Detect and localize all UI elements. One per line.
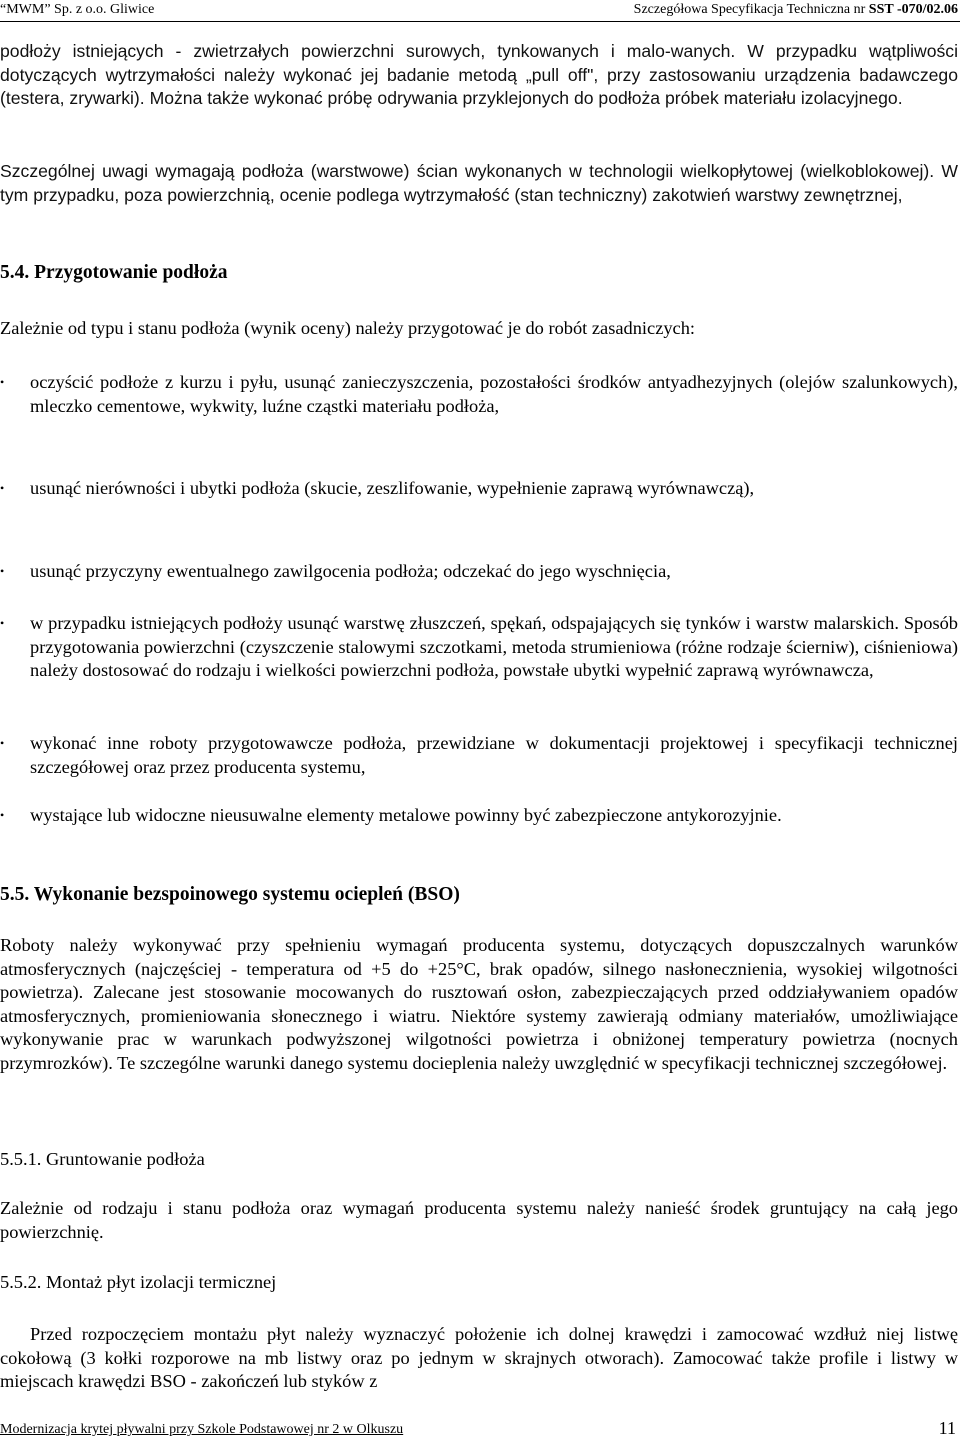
subsection-5-5-1-heading-wrap	[0, 1147, 958, 1171]
bullet-icon: •	[0, 808, 5, 822]
bullet-icon: •	[0, 564, 5, 578]
list-item-text: wykonać inne roboty przygotowawcze podłoża, przewidziane w dokumentacji projektowej i specyfikacji technicznej szczegółowej oraz przez producenta systemu,	[30, 733, 958, 777]
bullet-icon: •	[0, 481, 5, 495]
subsection-5-5-2-body	[0, 1323, 958, 1394]
subsection-heading: 5.5.1. Gruntowanie podłoża	[0, 1149, 205, 1169]
list-item	[0, 477, 958, 501]
bullet-icon: •	[0, 736, 5, 750]
page-footer	[0, 1418, 960, 1444]
paragraph-wielkoplytowej	[0, 160, 958, 207]
paragraph-text: podłoży istniejących - zwietrzałych powierzchni surowych, tynkowanych i malo-wanych. W przypadku wątpliwości dotyczących wytrzymałości należy wykonać jej badanie metodą „pull off", przy zastosowaniu urządzenia badawczego (testera, zrywarki). Można także wykonać próbę odrywania przyklejonych do podłoża próbek materiału izolacyjnego.	[0, 41, 958, 109]
section-5-5-heading-wrap	[0, 883, 958, 907]
paragraph-text: Zależnie od typu i stanu podłoża (wynik oceny) należy przygotować je do robót zasadniczych:	[0, 318, 696, 338]
list-item	[0, 732, 958, 779]
section-heading: 5.5. Wykonanie bezspoinowego systemu ociepleń (BSO)	[0, 884, 460, 905]
list-item-text: usunąć nierówności i ubytki podłoża (skucie, zeszlifowanie, wypełnienie zaprawą wyrównawczą),	[30, 478, 755, 498]
header-spec-prefix: Szczegółowa Specyfikacja Techniczna nr	[633, 2, 869, 17]
section-heading: 5.4. Przygotowanie podłoża	[0, 262, 228, 283]
paragraph-text: Roboty należy wykonywać przy spełnieniu wymagań producenta systemu, dotyczących dopuszczalnych warunków atmosferycznych (najczęściej - temperatura od +5 do +25°C, brak opadów, silnego nasłonecznienia, wysokiej wilgotności powietrza). Zalecane jest stosowanie mocowanych do rusztowań osłon, zabezpieczających przed oddziaływaniem opadów atmosferycznych, promieniowania słonecznego i wiatru. Niektóre systemy zawierają odmiany materiałów, umożliwiające wykonywanie prac w warunkach podwyższonej wilgotności powietrza i obniżonej temperatury powietrza (nocnych przymrozków). Te szczególne warunki danego systemu docieplenia należy uwzględnić w specyfikacji technicznej szczegółowej.	[0, 935, 958, 1073]
header-spec-code: SST -070/02.06	[868, 2, 958, 17]
bullet-icon: •	[0, 375, 5, 389]
list-item	[0, 560, 958, 584]
paragraph-text: Zależnie od rodzaju i stanu podłoża oraz wymagań producenta systemu należy nanieść środek gruntujący na całą jego powierzchnię.	[0, 1198, 958, 1242]
list-item	[0, 804, 958, 828]
section-5-4-heading-wrap	[0, 261, 958, 285]
list-item-text: w przypadku istniejących podłoży usunąć warstwę złuszczeń, spękań, odspajających się tynków i warstw malarskich. Sposób przygotowania powierzchni (czyszczenie stalowymi szczotkami, metoda strumieniowa (różne rodzaje ścierniw), ciśnieniowa) należy dostosować do rodzaju i wielkości powierzchni podłoża, powstałe ubytki wypełnić zaprawą wyrównawcza,	[30, 613, 958, 681]
bullet-icon: •	[0, 616, 5, 630]
section-5-4-intro	[0, 317, 958, 341]
list-item	[0, 612, 958, 683]
paragraph-text: Przed rozpoczęciem montażu płyt należy wyznaczyć położenie ich dolnej krawędzi i zamocować wzdłuż niej listwę cokołową (3 kołki rozporowe na mb listwy oraz po jednym w skrajnych otworach). Zamocować także profile i listwy w miejscach krawędzi BSO - zakończeń lub styków z	[0, 1324, 958, 1392]
header-company: “MWM” Sp. z o.o. Gliwice	[0, 2, 155, 17]
subsection-5-5-1-body	[0, 1197, 958, 1244]
footer-project: Modernizacja krytej pływalni przy Szkole Podstawowej nr 2 w Olkuszu	[0, 1422, 404, 1437]
paragraph-pull-off	[0, 40, 958, 111]
section-5-5-body	[0, 934, 958, 1076]
subsection-5-5-2-heading-wrap	[0, 1270, 958, 1294]
page-number: 11	[938, 1418, 956, 1438]
paragraph-text: Szczególnej uwagi wymagają podłoża (warstwowe) ścian wykonanych w technologii wielkopłytowej (wielkoblokowej). W tym przypadku, poza powierzchnią, ocenie podlega wytrzymałość (stan techniczny) zakotwień warstwy zewnętrznej,	[0, 161, 958, 205]
list-item-text: usunąć przyczyny ewentualnego zawilgocenia podłoża; odczekać do jego wyschnięcia,	[30, 561, 671, 581]
page-header	[0, 0, 960, 22]
list-item	[0, 371, 958, 418]
header-spec	[634, 0, 958, 20]
subsection-heading: 5.5.2. Montaż płyt izolacji termicznej	[0, 1272, 277, 1292]
list-item-text: wystające lub widoczne nieusuwalne elementy metalowe powinny być zabezpieczone antykorozyjnie.	[30, 805, 782, 825]
header-rule	[0, 21, 960, 22]
list-item-text: oczyścić podłoże z kurzu i pyłu, usunąć zanieczyszczenia, pozostałości środków antyadhezyjnych (olejów szalunkowych), mleczko cementowe, wykwity, luźne cząstki materiału podłoża,	[30, 372, 958, 416]
